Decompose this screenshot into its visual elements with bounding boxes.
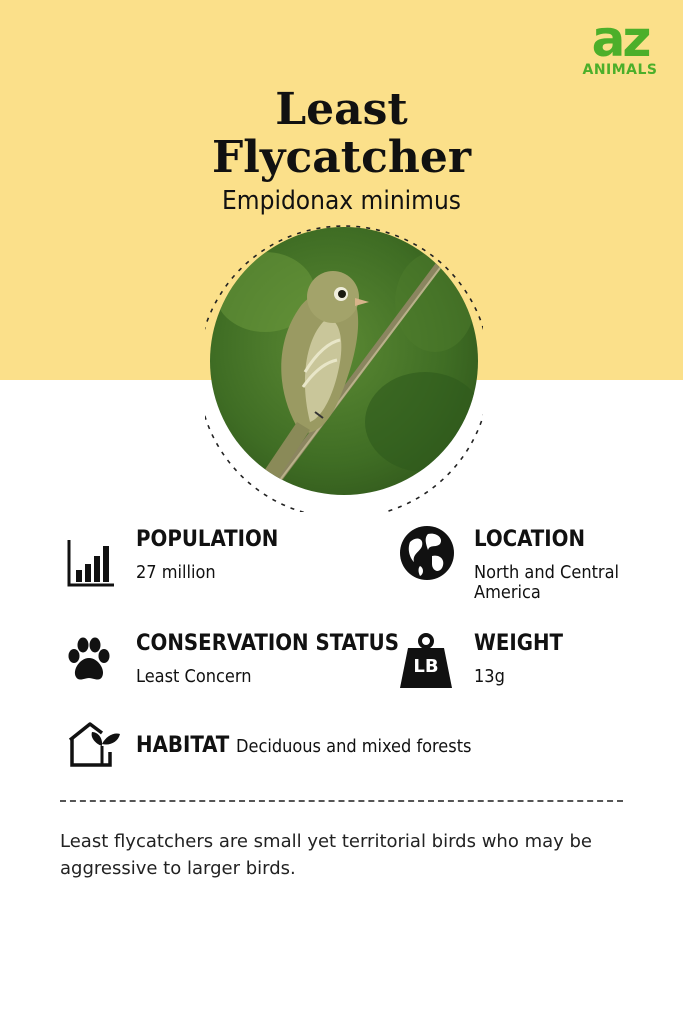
page-title	[0, 86, 683, 182]
title-line-1: Least	[275, 84, 408, 135]
location-value	[474, 563, 619, 603]
weight-stat	[474, 631, 563, 687]
dashed-divider	[60, 800, 623, 802]
location-value-line-1: North and Central	[474, 562, 620, 583]
weight-icon-text: LB	[413, 656, 439, 677]
weight-value: 13g	[474, 666, 505, 687]
globe-icon	[398, 524, 456, 582]
weight-label: WEIGHT	[474, 631, 564, 656]
logo-word: ANIMALS	[582, 62, 658, 78]
location-stat	[474, 527, 619, 603]
bird-photo	[205, 222, 483, 512]
title-line-2: Flycatcher	[211, 132, 472, 183]
weight-icon	[398, 632, 454, 690]
scientific-name: Empidonax minimus	[222, 186, 461, 216]
paw-print-icon	[64, 636, 114, 684]
location-value-line-2: America	[474, 582, 541, 603]
conservation-stat	[136, 631, 399, 687]
location-label: LOCATION	[474, 527, 586, 552]
house-plant-icon	[66, 720, 122, 768]
description: Least flycatchers are small yet territorial birds who may be aggressive to larger birds.	[60, 831, 593, 879]
population-value: 27 million	[136, 562, 216, 583]
conservation-label: CONSERVATION STATUS	[136, 631, 399, 656]
bar-chart-icon	[66, 538, 116, 588]
habitat-label: HABITAT	[136, 733, 230, 758]
az-animals-logo[interactable]	[574, 10, 666, 78]
logo-mark: az	[591, 10, 649, 68]
conservation-value: Least Concern	[136, 666, 252, 687]
population-stat	[136, 527, 278, 583]
habitat-value: Deciduous and mixed forests	[236, 736, 472, 757]
population-label: POPULATION	[136, 527, 279, 552]
